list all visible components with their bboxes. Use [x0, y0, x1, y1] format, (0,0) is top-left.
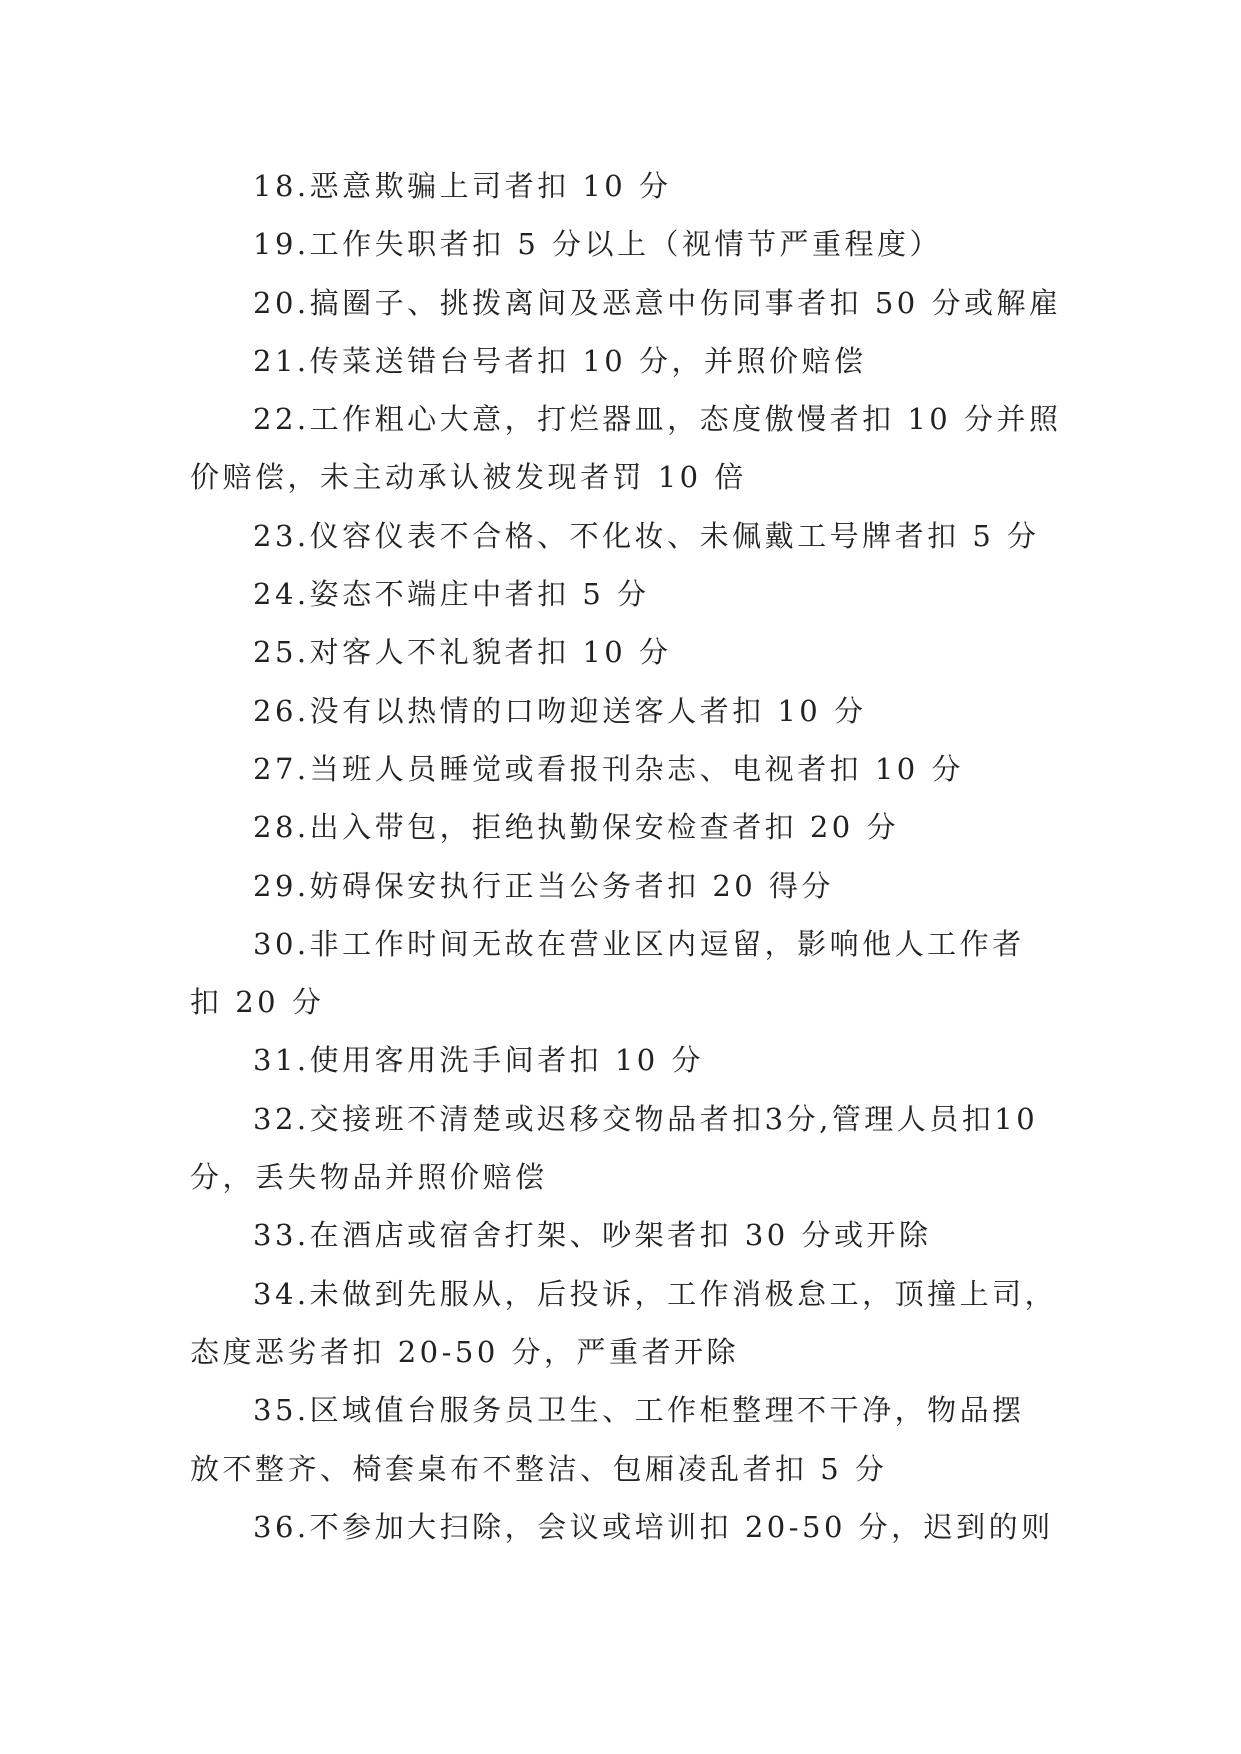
rule-continuation-line: 扣 20 分: [190, 985, 325, 1020]
rule-item-line: 29.妨碍保安执行正当公务者扣 20 得分: [253, 868, 834, 903]
rule-item-line: 27.当班人员睡觉或看报刊杂志、电视者扣 10 分: [253, 751, 964, 786]
rule-item-line: 21.传菜送错台号者扣 10 分，并照价赔偿: [253, 343, 867, 378]
rule-item-line: 22.工作粗心大意，打烂器皿，态度傲慢者扣 10 分并照: [253, 402, 1062, 437]
rule-item-line: 18.恶意欺骗上司者扣 10 分: [253, 169, 672, 203]
rule-continuation-line: 价赔偿，未主动承认被发现者罚 10 倍: [190, 460, 747, 495]
rule-item-line: 26.没有以热情的口吻迎送客人者扣 10 分: [253, 693, 867, 728]
rule-item-line: 32.交接班不清楚或迟移交物品者扣3分,管理人员扣10: [253, 1101, 1039, 1136]
rule-item-line: 35.区域值台服务员卫生、工作柜整理不干净，物品摆: [253, 1393, 1025, 1428]
rule-item-line: 30.非工作时间无故在营业区内逗留，影响他人工作者: [253, 926, 1025, 961]
rule-continuation-line: 分，丢失物品并照价赔偿: [190, 1160, 548, 1195]
rule-item-line: 33.在酒店或宿舍打架、吵架者扣 30 分或开除: [253, 1218, 932, 1253]
rule-item-line: 20.搞圈子、挑拨离间及恶意中伤同事者扣 50 分或解雇: [253, 285, 1062, 320]
document-body: [190, 157, 1062, 1556]
rule-item-line: 36.不参加大扫除，会议或培训扣 20-50 分，迟到的则: [253, 1509, 1054, 1544]
rule-item-line: 31.使用客用洗手间者扣 10 分: [253, 1043, 704, 1078]
rule-item-line: 23.仪容仪表不合格、不化妆、未佩戴工号牌者扣 5 分: [253, 518, 1040, 553]
rule-item-line: 28.出入带包，拒绝执勤保安检查者扣 20 分: [253, 810, 899, 845]
rule-item-line: 24.姿态不端庄中者扣 5 分: [253, 577, 650, 612]
rule-continuation-line: 放不整齐、椅套桌布不整洁、包厢凌乱者扣 5 分: [190, 1451, 888, 1486]
rule-item-line: 25.对客人不礼貌者扣 10 分: [253, 635, 672, 670]
rule-item-line: 34.未做到先服从，后投诉，工作消极怠工，顶撞上司，: [253, 1276, 1058, 1311]
rule-item-line: 19.工作失职者扣 5 分以上（视情节严重程度）: [253, 227, 943, 262]
rule-continuation-line: 态度恶劣者扣 20-50 分，严重者开除: [190, 1334, 740, 1369]
